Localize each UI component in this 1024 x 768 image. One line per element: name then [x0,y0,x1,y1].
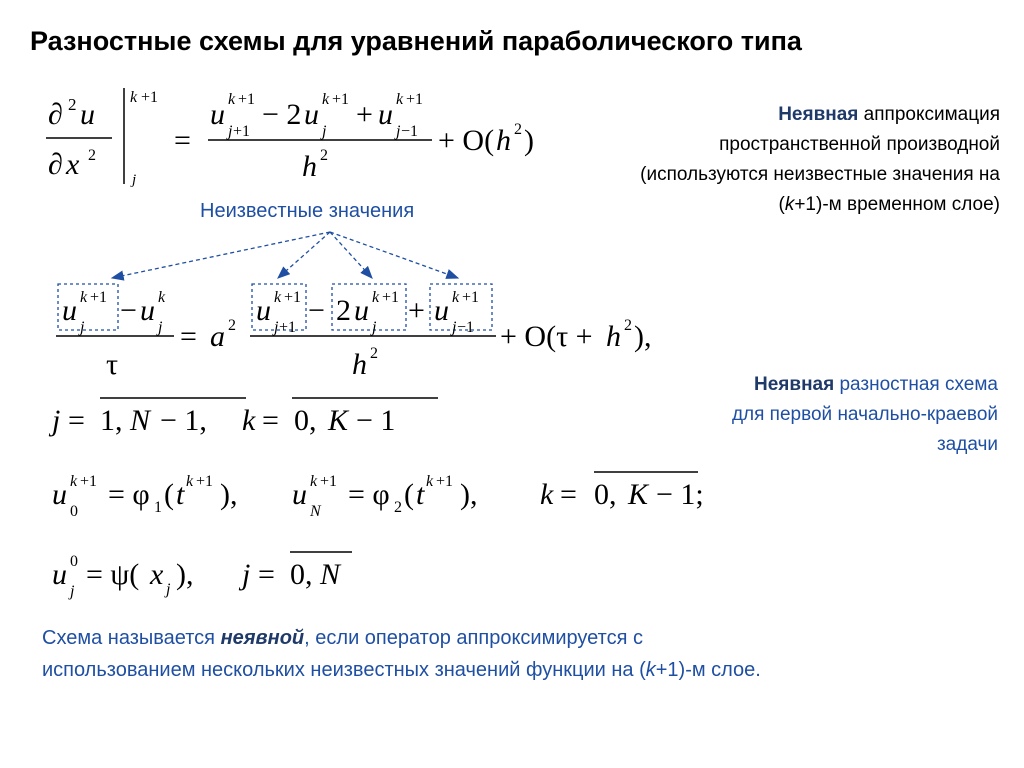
svg-text:N: N [320,558,341,591]
note-line3: (используются неизвестные значения на [640,164,1000,185]
svg-text:2: 2 [320,147,328,164]
svg-text:=: = [258,558,275,591]
note-line4-pre: ( [778,194,785,215]
scheme-note [732,370,998,460]
svg-text:∂: ∂ [48,98,63,131]
svg-text:u: u [304,98,319,131]
svg-text:(: ( [164,478,174,511]
note-line2: пространственной производной [719,134,1000,155]
svg-text:),: ), [634,320,652,353]
unknown-values-label: Неизвестные значения [200,200,415,222]
svg-text:u: u [210,98,225,131]
bottom-implicit-word: неявной [220,627,305,649]
svg-text:),: ), [220,478,238,511]
svg-text:K: K [328,404,349,437]
svg-text:2: 2 [370,345,378,362]
svg-text:k: k [242,404,256,437]
svg-text:k: k [452,289,460,306]
svg-text:2: 2 [228,317,236,334]
svg-text:h: h [352,348,367,381]
svg-text:+: + [408,294,425,327]
svg-text:u: u [62,294,77,327]
svg-text:+1: +1 [320,473,338,490]
scheme-line1-rest: разностная схема [834,374,998,395]
svg-text:k: k [274,289,282,306]
svg-text:−: − [120,294,137,327]
svg-text:h: h [302,150,317,183]
implicit-word: Неявная [778,104,859,125]
svg-text:u: u [292,478,307,511]
svg-text:− 2: − 2 [262,98,302,131]
svg-text:−1: −1 [457,319,475,336]
svg-text:x: x [150,558,164,591]
svg-text:−: − [308,294,325,327]
svg-text:k: k [80,289,88,306]
svg-text:=: = [174,124,191,157]
note-line4-post: +1)-м временном слое) [794,194,1000,215]
svg-text:(: ( [404,478,414,511]
svg-text:=: = [560,478,577,511]
svg-text:+1: +1 [141,89,159,106]
svg-text:j: j [372,319,377,336]
svg-text:= φ: = φ [108,478,150,511]
svg-text:u: u [256,294,271,327]
svg-text:=: = [180,320,197,353]
svg-text:u: u [52,478,67,511]
bottom-part2: , если оператор аппроксимируется с [304,627,643,649]
svg-text:1,: 1, [100,404,123,437]
svg-text:+1: +1 [279,319,297,336]
formula-boundary-conditions [46,460,726,530]
svg-text:k: k [322,91,330,108]
arrow-to-second-unknown [278,232,330,278]
formula-index-ranges [46,388,466,448]
svg-text:2: 2 [624,317,632,334]
svg-text:2: 2 [336,294,351,327]
svg-text:+ O(: + O( [438,124,495,157]
svg-text:K: K [628,478,649,511]
svg-text:+1: +1 [462,289,480,306]
svg-text:j: j [70,583,75,600]
svg-text:2: 2 [394,499,402,516]
svg-text:k: k [158,289,166,306]
svg-text:j: j [242,558,251,591]
svg-text:+1: +1 [233,123,251,140]
svg-text:u: u [80,98,95,131]
svg-text:j: j [322,123,327,140]
page-title: Разностные схемы для уравнений параболического типа [30,26,802,56]
formula-implicit-scheme [40,278,680,388]
svg-text:− 1;: − 1; [656,478,704,511]
svg-text:x: x [66,148,80,181]
svg-text:k: k [396,91,404,108]
svg-text:k: k [540,478,554,511]
svg-text:=: = [68,404,85,437]
svg-text:u: u [434,294,449,327]
arrow-to-first-unknown [112,232,330,278]
svg-text:j: j [158,319,163,336]
svg-text:+1: +1 [382,289,400,306]
bottom-line2-pre: использованием нескольких неизвестных значений функции на ( [42,659,646,681]
arrow-to-fourth-unknown [330,232,458,278]
svg-text:h: h [606,320,621,353]
bottom-part1: Схема называется [42,627,221,649]
svg-text:k: k [228,91,236,108]
svg-text:k: k [426,473,434,490]
svg-text:+1: +1 [238,91,256,108]
svg-text:N: N [310,503,321,520]
svg-text:),: ), [460,478,478,511]
bottom-line2-post: +1)-м слое. [655,659,761,681]
svg-text:k: k [310,473,318,490]
svg-text:t: t [176,478,185,511]
svg-text:j: j [228,123,233,140]
svg-text:u: u [354,294,369,327]
svg-text:j: j [52,404,61,437]
svg-text:j: j [132,172,137,188]
svg-text:+ O(τ +: + O(τ + [500,320,593,353]
svg-text:t: t [416,478,425,511]
svg-text:+1: +1 [196,473,214,490]
note-line4-k: k [784,194,795,215]
svg-text:u: u [52,558,67,591]
svg-text:0,: 0, [294,404,317,437]
svg-text:0: 0 [70,503,78,520]
svg-text:N: N [130,404,151,437]
svg-text:2: 2 [68,95,77,114]
svg-text:k: k [372,289,380,306]
svg-text:= φ: = φ [348,478,390,511]
svg-text:2: 2 [514,121,522,138]
svg-text:=: = [262,404,279,437]
note-line1-rest: аппроксимация [858,104,1000,125]
bottom-definition-note [42,622,761,686]
svg-text:k: k [130,89,138,106]
svg-text:a: a [210,320,225,353]
svg-text:): ) [524,124,534,157]
scheme-line3: задачи [936,434,998,455]
svg-text:j: j [452,319,457,336]
svg-text:+1: +1 [436,473,454,490]
svg-text:+1: +1 [90,289,108,306]
svg-text:0,: 0, [594,478,617,511]
svg-text:∂: ∂ [48,148,63,181]
svg-text:+1: +1 [332,91,350,108]
svg-text:j: j [166,581,171,598]
svg-text:j: j [274,319,279,336]
svg-text:+1: +1 [406,91,424,108]
svg-text:− 1: − 1 [356,404,396,437]
scheme-line2: для первой начально-краевой [731,404,998,425]
svg-text:τ: τ [106,348,119,381]
svg-text:+: + [356,98,373,131]
svg-text:j: j [396,123,401,140]
svg-text:k: k [186,473,194,490]
formula-initial-condition [46,540,386,610]
svg-text:+1: +1 [284,289,302,306]
implicit-approximation-note [640,100,1000,220]
svg-text:0,: 0, [290,558,313,591]
svg-text:u: u [378,98,393,131]
svg-text:2: 2 [88,147,96,164]
svg-text:h: h [496,124,511,157]
svg-text:j: j [80,319,85,336]
svg-text:),: ), [176,558,194,591]
svg-text:0: 0 [70,553,78,570]
svg-text:− 1,: − 1, [160,404,207,437]
svg-text:k: k [70,473,78,490]
bottom-line2-k: k [645,659,656,681]
svg-text:= ψ(: = ψ( [86,558,140,591]
scheme-implicit-word: Неявная [754,374,835,395]
formula-second-derivative [40,80,600,190]
svg-text:+1: +1 [80,473,98,490]
svg-text:1: 1 [154,499,162,516]
svg-text:u: u [140,294,155,327]
svg-text:−1: −1 [401,123,419,140]
